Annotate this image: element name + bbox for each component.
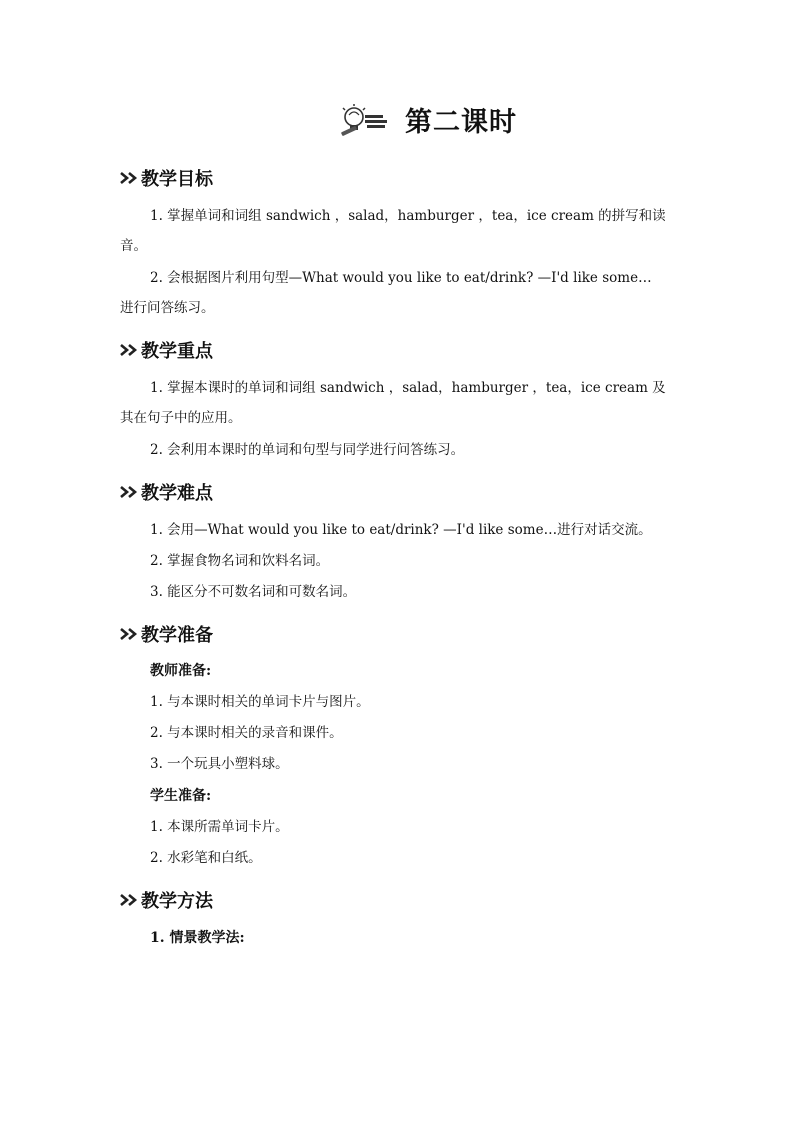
key-point-1-line1: 1. 掌握本课时的单词和词组 sandwich ，salad，hamburger ，tea，ice cream 及 [150, 380, 666, 396]
student-prep-item: 2. 水彩笔和白纸。 [150, 850, 262, 866]
teacher-prep-item: 1. 与本课时相关的单词卡片与图片。 [150, 694, 370, 710]
student-prep-item: 1. 本课所需单词卡片。 [150, 819, 289, 835]
section-heading-methods: 教学方法 [120, 887, 213, 913]
goal-2-line2: 进行问答练习。 [120, 300, 215, 316]
page-title-row [0, 100, 794, 139]
goal-1-line2: 音。 [120, 238, 147, 254]
difficulty-item: 1. 会用—What would you like to eat/drink? —I'd like some…进行对话交流。 [150, 522, 652, 538]
double-chevron-icon [120, 343, 140, 357]
double-chevron-icon [120, 485, 140, 499]
teacher-prep-label: 教师准备: [150, 663, 212, 679]
teacher-prep-item: 3. 一个玩具小塑料球。 [150, 756, 289, 772]
double-chevron-icon [120, 893, 140, 907]
teacher-prep-item: 2. 与本课时相关的录音和课件。 [150, 725, 343, 741]
difficulty-item: 2. 掌握食物名词和饮料名词。 [150, 553, 330, 569]
section-heading-goals: 教学目标 [120, 165, 213, 191]
key-point-2: 2. 会利用本课时的单词和句型与同学进行问答练习。 [150, 442, 465, 458]
method-item: 1. 情景教学法: [150, 930, 245, 946]
student-prep-label: 学生准备: [150, 788, 212, 804]
section-heading-preparation: 教学准备 [120, 621, 213, 647]
key-point-1-line2: 其在句子中的应用。 [120, 410, 242, 426]
goal-2-line1: 2. 会根据图片利用句型—What would you like to eat/drink? —I'd like some… [150, 270, 652, 286]
difficulty-item: 3. 能区分不可数名词和可数名词。 [150, 584, 357, 600]
double-chevron-icon [120, 171, 140, 185]
section-heading-key-points: 教学重点 [120, 337, 213, 363]
double-chevron-icon [120, 627, 140, 641]
goal-1-line1: 1. 掌握单词和词组 sandwich ，salad，hamburger ，tea，ice cream 的拼写和读 [150, 208, 666, 224]
section-heading-difficulties: 教学难点 [120, 479, 213, 505]
page-title: 第二课时 [405, 107, 517, 138]
lightbulb-icon [337, 103, 395, 137]
